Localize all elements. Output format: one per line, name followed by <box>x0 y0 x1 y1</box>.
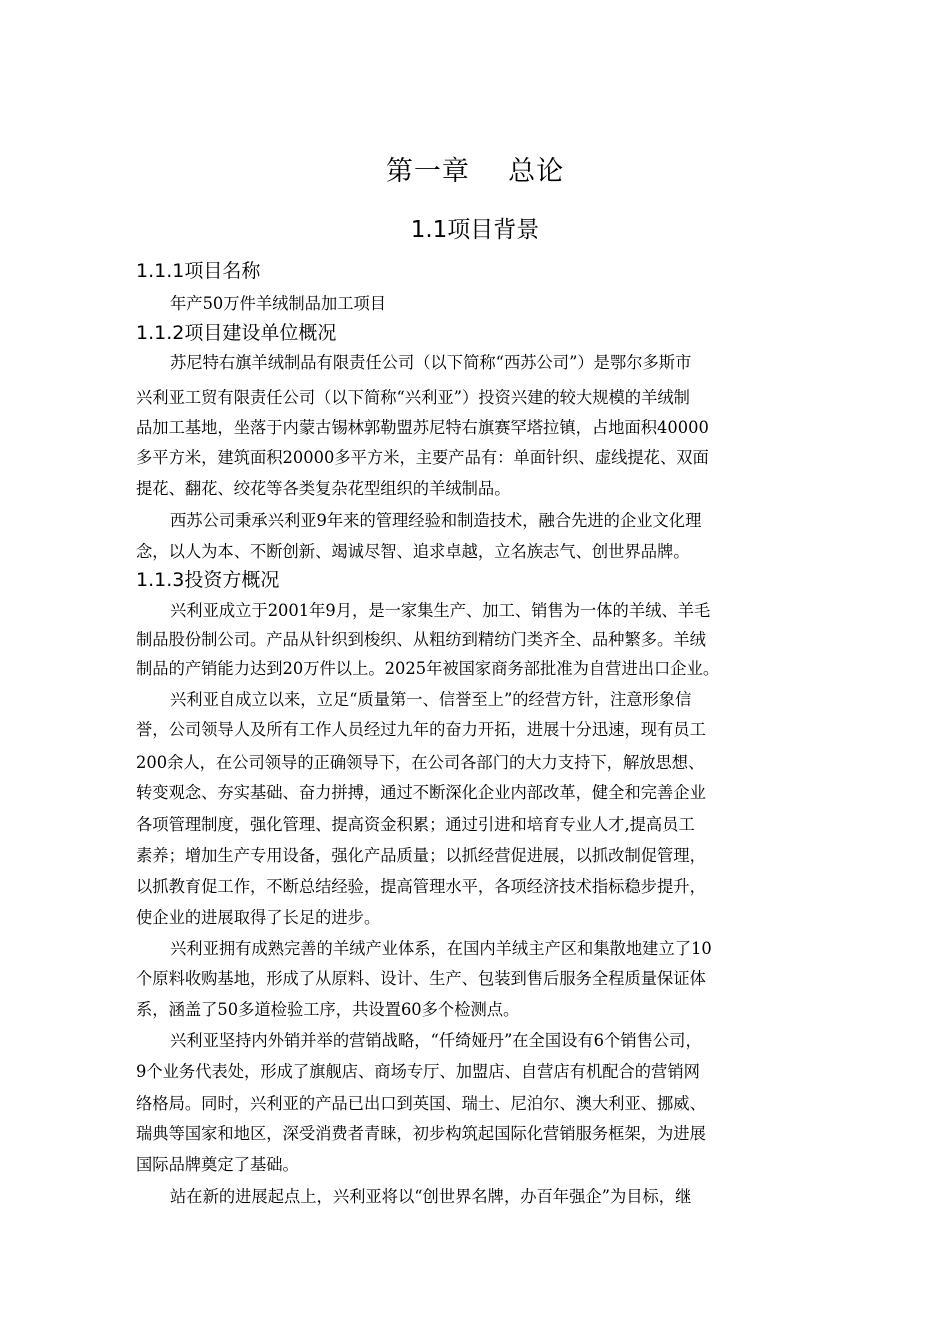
paragraph-line: 个原料收购基地，形成了从原料、设计、生产、包装到售后服务全程质量保证体 <box>136 969 706 988</box>
paragraph-line: 兴利亚自成立以来，立足“质量第一、信誉至上”的经营方针，注意形象信 <box>170 690 692 709</box>
subsection-heading-company-overview: 1.1.2项目建设单位概况 <box>136 322 337 344</box>
paragraph-line: 制品的产销能力达到20万件以上。2025年被国家商务部批准为自营进出口企业。 <box>136 659 720 678</box>
paragraph-line: 品加工基地，坐落于内蒙古锡林郭勒盟苏尼特右旗赛罕塔拉镇，占地面积40000 <box>136 418 709 437</box>
paragraph-line: 络格局。同时，兴利亚的产品已出口到英国、瑞士、尼泊尔、澳大利亚、挪威、 <box>136 1094 706 1113</box>
paragraph-line: 站在新的进展起点上，兴利亚将以“创世界名牌，办百年强企”为目标，继 <box>170 1187 692 1206</box>
paragraph-line: 誉，公司领导人及所有工作人员经过九年的奋力开拓，进展十分迅速，现有员工 <box>136 720 706 739</box>
section-title: 1.1项目背景 <box>410 217 540 243</box>
paragraph-line: 苏尼特右旗羊绒制品有限责任公司（以下简称“西苏公司”）是鄂尔多斯市 <box>170 353 692 372</box>
chapter-title: 第一章 总论 <box>385 156 565 187</box>
paragraph-line: 系，涵盖了50多道检验工序，共设置60多个检测点。 <box>136 1000 520 1019</box>
paragraph-line: 各项管理制度，强化管理、提高资金积累；通过引进和培育专业人才,提高员工 <box>136 815 695 834</box>
paragraph-line: 兴利亚工贸有限责任公司（以下简称“兴利亚”）投资兴建的较大规模的羊绒制 <box>136 388 690 407</box>
paragraph-line: 念，以人为本、不断创新、竭诚尽智、追求卓越，立名族志气、创世界品牌。 <box>136 542 690 561</box>
paragraph-line: 西苏公司秉承兴利亚9年来的管理经验和制造技术，融合先进的企业文化理 <box>170 511 702 530</box>
paragraph-line: 使企业的进展取得了长足的进步。 <box>136 908 381 927</box>
paragraph-line: 兴利亚坚持内外销并举的营销战略，“仟绮娅丹”在全国设有6个销售公司， <box>170 1031 702 1050</box>
paragraph-line: 以抓教育促工作，不断总结经验，提高管理水平，各项经济技术指标稳步提升， <box>136 877 706 896</box>
paragraph-line: 制品股份制公司。产品从针织到梭织、从粗纺到精纺门类齐全、品种繁多。羊绒 <box>136 630 706 649</box>
paragraph-line: 9个业务代表处，形成了旗舰店、商场专厅、加盟店、自营店有机配合的营销网 <box>136 1062 700 1081</box>
paragraph-line: 瑞典等国家和地区，深受消费者青睐，初步构筑起国际化营销服务框架，为进展 <box>136 1124 706 1143</box>
paragraph-line: 200余人，在公司领导的正确领导下，在公司各部门的大力支持下，解放思想、 <box>136 753 705 772</box>
paragraph-line: 素养；增加生产专用设备，强化产品质量；以抓经营促进展，以抓改制促管理， <box>136 846 706 865</box>
subsection-heading-project-name: 1.1.1项目名称 <box>136 260 261 282</box>
paragraph-line: 兴利亚拥有成熟完善的羊绒产业体系，在国内羊绒主产区和集散地建立了10 <box>170 939 712 958</box>
paragraph-line: 国际品牌奠定了基础。 <box>136 1155 299 1174</box>
paragraph-line: 提花、翻花、绞花等各类复杂花型组织的羊绒制品。 <box>136 479 511 498</box>
paragraph-line: 年产50万件羊绒制品加工项目 <box>170 294 387 313</box>
paragraph-line: 转变观念、夯实基础、奋力拼搏，通过不断深化企业内部改革，健全和完善企业 <box>136 783 706 802</box>
paragraph-line: 多平方米，建筑面积20000多平方米，主要产品有：单面针织、虚线提花、双面 <box>136 448 709 467</box>
paragraph-line: 兴利亚成立于2001年9月，是一家集生产、加工、销售为一体的羊绒、羊毛 <box>170 601 711 620</box>
subsection-heading-investor-overview: 1.1.3投资方概况 <box>136 569 280 591</box>
